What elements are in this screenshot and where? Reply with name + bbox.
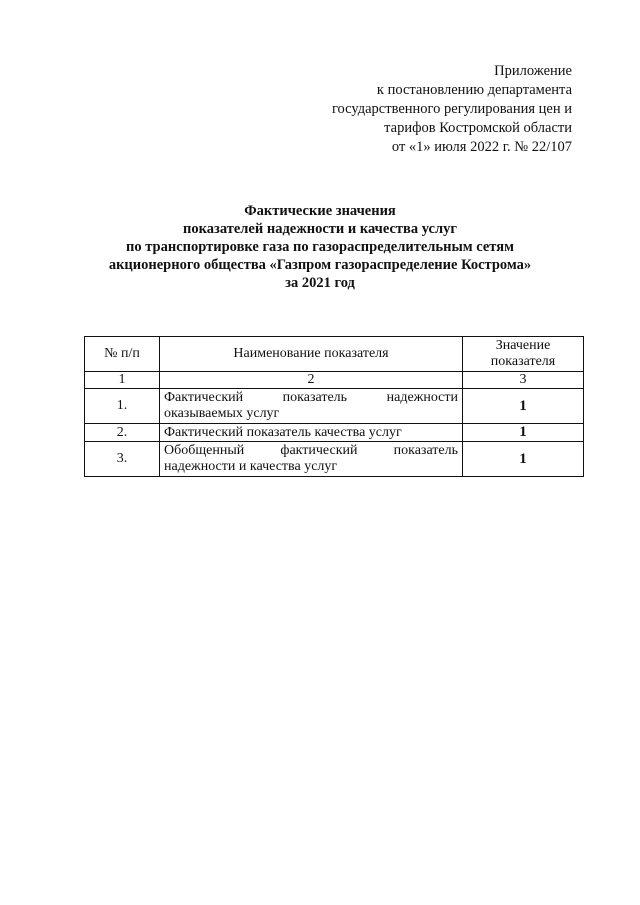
title-line: Фактические значения <box>244 203 396 219</box>
appendix-line: от «1» июля 2022 г. № 22/107 <box>391 139 572 155</box>
row-number: 3. <box>85 442 160 477</box>
row-name: Фактический показатель качества услуг <box>160 424 463 442</box>
row-name: Обобщенный фактический показатель надежности и качества услуг <box>160 442 463 477</box>
table-row <box>85 389 584 424</box>
table-row <box>85 424 584 442</box>
column-number: 2 <box>160 372 463 389</box>
column-number: 3 <box>463 372 584 389</box>
appendix-line: к постановлению департамента <box>376 82 572 98</box>
title-line: акционерного общества «Газпром газораспределение Кострома» <box>108 257 532 273</box>
table-header-row <box>85 337 584 372</box>
title-line: за 2021 год <box>285 275 355 291</box>
table-row <box>85 442 584 477</box>
row-number: 2. <box>85 424 160 442</box>
header-name: Наименование показателя <box>160 337 463 372</box>
row-name: Фактический показатель надежности оказываемых услуг <box>160 389 463 424</box>
appendix-line: государственного регулирования цен и <box>331 101 572 117</box>
column-numbers-row <box>85 372 584 389</box>
appendix-header <box>332 62 572 157</box>
column-number: 1 <box>85 372 160 389</box>
row-value: 1 <box>463 424 584 442</box>
title-line: по транспортировке газа по газораспределительным сетям <box>126 239 514 255</box>
appendix-line: Приложение <box>494 63 572 79</box>
indicators-table <box>84 336 584 477</box>
row-value: 1 <box>463 442 584 477</box>
title-line: показателей надежности и качества услуг <box>183 221 457 237</box>
appendix-line: тарифов Костромской области <box>384 120 572 136</box>
document-title <box>0 202 640 292</box>
row-value: 1 <box>463 389 584 424</box>
header-number: № п/п <box>85 337 160 372</box>
row-number: 1. <box>85 389 160 424</box>
header-value: Значение показателя <box>463 337 584 372</box>
